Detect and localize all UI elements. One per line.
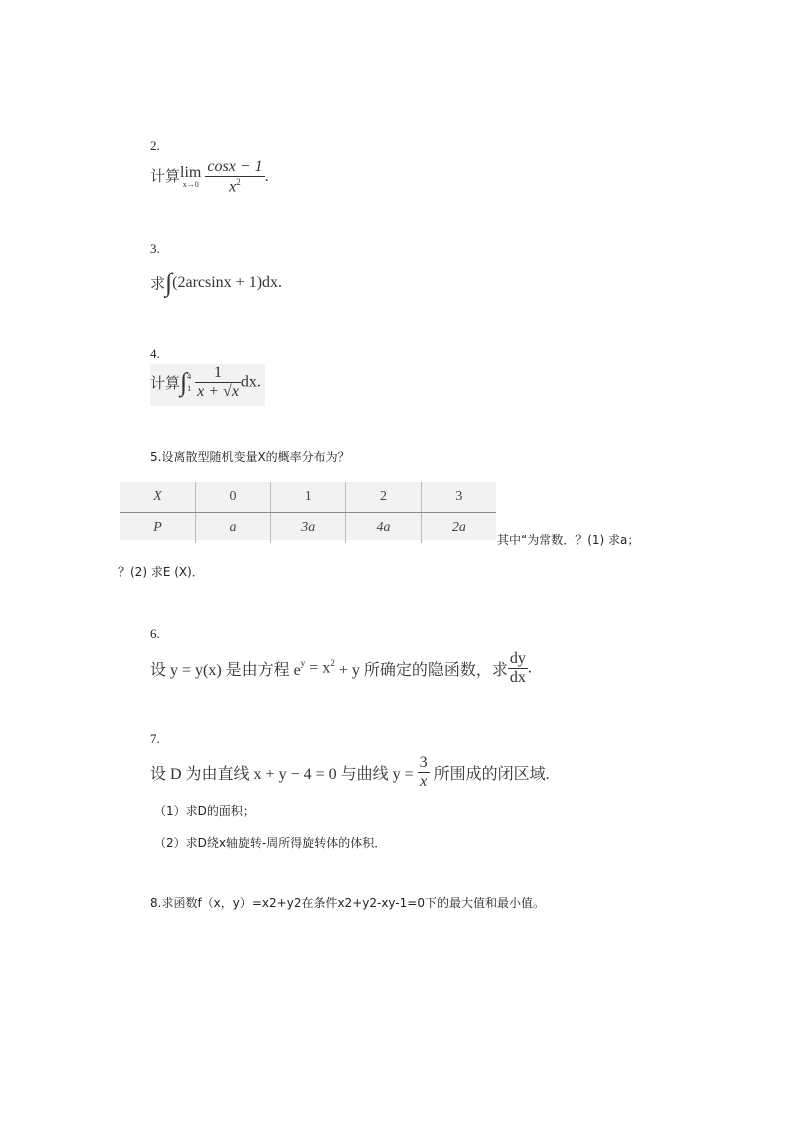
q5-p-0: a (196, 513, 271, 544)
q5-label-p: P (153, 520, 162, 535)
q4-denominator: x + √x (197, 383, 239, 400)
q5-x-2: 2 (346, 482, 421, 513)
q5-x-3: 3 (421, 482, 496, 513)
q7-number: 7. (150, 731, 160, 746)
q3-prefix: 求 (150, 274, 166, 293)
q5-x-1: 1 (271, 482, 346, 513)
q2-numerator: cosx − 1 (207, 158, 263, 175)
q5-row-x (120, 482, 496, 513)
q6-exp-2: 2 (330, 657, 335, 668)
q6-number: 6. (150, 626, 160, 641)
q6-text-b: = x (305, 659, 331, 677)
q3-number: 3. (150, 241, 160, 256)
q5-p-1: 3a (271, 513, 346, 544)
q4-formula (150, 364, 265, 406)
q2-prefix: 计算 (150, 166, 181, 185)
q7-numerator: 3 (419, 754, 428, 771)
q7-text-b: 所围成的闭区域. (429, 766, 550, 783)
q6-fraction (508, 650, 528, 687)
q2-end: . (264, 167, 269, 185)
q6-denominator: dx (509, 669, 526, 686)
q4-upper: 4 (187, 372, 192, 382)
q2-lim-sub: x→0 (182, 180, 199, 190)
q7-part1: （1）求D的面积； (154, 804, 255, 818)
q7-part2: （2）求D绕x轴旋转-周所得旋转体的体积． (154, 836, 387, 850)
q5-distribution-table (120, 482, 496, 540)
q6-exp-y: y (300, 657, 306, 668)
q4-integral-icon: ∫ (180, 367, 188, 397)
q4-prefix: 计算 (150, 374, 181, 392)
q2-formula (150, 158, 269, 196)
q6-text: 设 y = y(x) 是由方程 e (150, 662, 301, 679)
q5-p-2: 4a (346, 513, 421, 544)
q3-integral-icon: ∫ (165, 268, 173, 297)
q2-fraction (205, 158, 264, 196)
q4-dx: dx. (240, 373, 261, 391)
q7-denominator: x (418, 772, 430, 791)
q5-row-p (120, 513, 496, 544)
q7-fraction (418, 754, 430, 791)
q4-lower: 1 (187, 383, 192, 393)
q4-numerator: 1 (214, 364, 223, 381)
q6-text-c: + y 所确定的隐函数，求 (334, 662, 508, 679)
q8-text: 8.求函数f（x，y）=x2+y2在条件x2+y2-xy-1=0下的最大值和最小值。 (150, 896, 545, 910)
q2-denominator: $x^2$ (205, 176, 264, 196)
q6-numerator: dy (509, 650, 526, 667)
q2-number: 2. (150, 138, 160, 153)
q5-text: 5.设离散型随机变量X的概率分布为？ (150, 450, 350, 464)
q5-part2: ？(2) 求E (X)． (118, 565, 204, 579)
q5-x-0: 0 (196, 482, 271, 513)
q5-label-x: X (120, 482, 196, 513)
q2-lim: lim (180, 164, 202, 182)
q4-fraction (195, 364, 241, 401)
q6-end: . (527, 659, 532, 677)
q4-number: 4. (150, 346, 160, 361)
q5-p-3: 2a (421, 513, 496, 544)
q5-suffix: 其中“为常数．？(1) 求a； (497, 533, 640, 547)
q3-body: (2arcsinx + 1)dx. (172, 274, 283, 291)
q7-text-a: 设 D 为由直线 x + y − 4 = 0 与曲线 y = (150, 766, 418, 783)
q6-formula (150, 650, 532, 687)
q7-formula (150, 754, 550, 791)
q3-formula (150, 270, 282, 296)
